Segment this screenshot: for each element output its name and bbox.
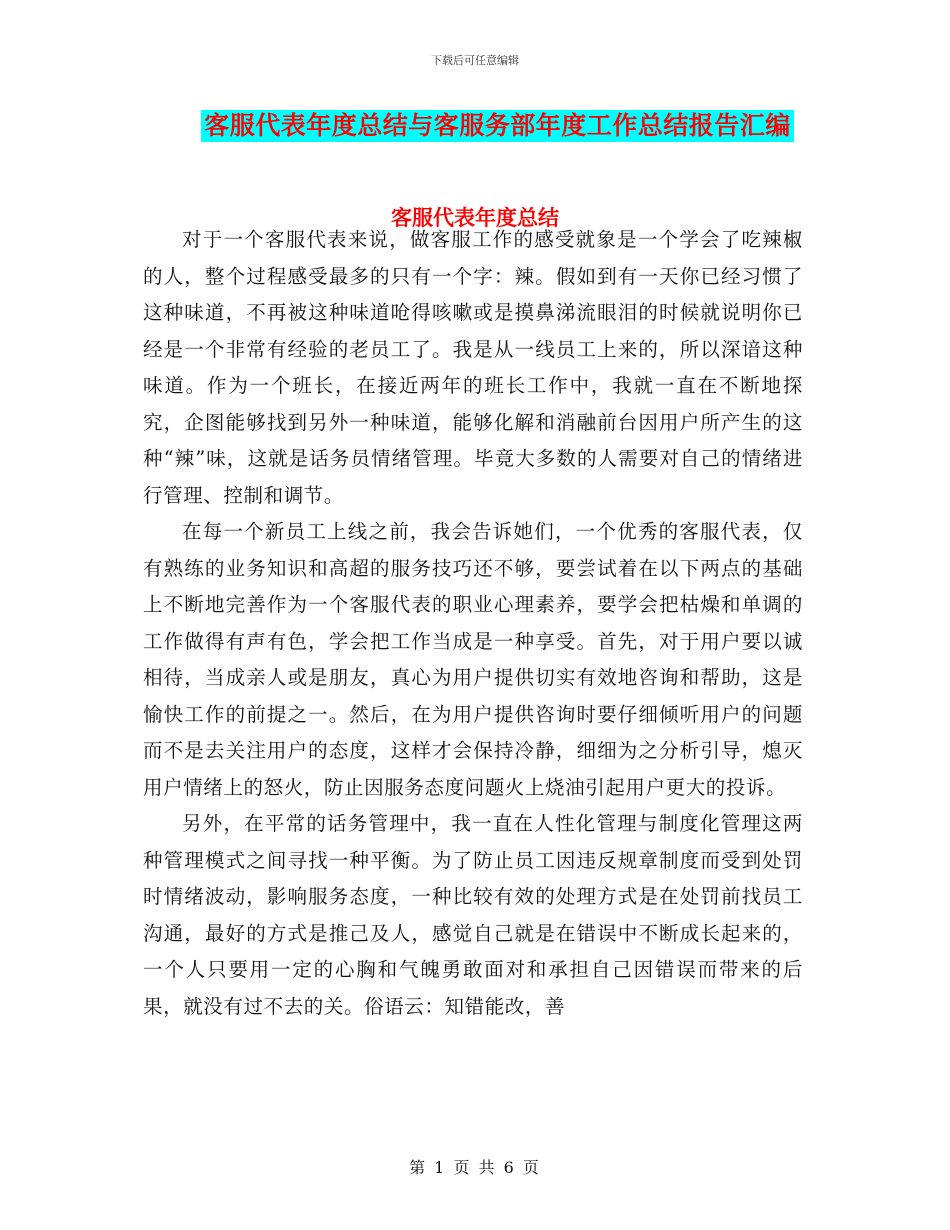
document-title-wrap [0,110,950,142]
page-footer-page-number: 第 1 页 共 6 页 [409,1158,541,1177]
paragraph-2: 在每一个新员工上线之前，我会告诉她们，一个优秀的客服代表，仅有熟练的业务知识和高超的服务技巧还不够，要尝试着在以下两点的基础上不断地完善作为一个客服代表的职业心理素养，要学会把枯燥和单调的工作做得有声有色，学会把工作当成是一种享受。首先，对于用户要以诚相待，当成亲人或是朋友，真心为用户提供切实有效地咨询和帮助，这是愉快工作的前提之一。然后，在为用户提供咨询时要仔细倾听用户的问题而不是去关注用户的态度，这样才会保持冷静，细细为之分析引导，熄灭用户情绪上的怒火，防止因服务态度问题火上烧油引起用户更大的投诉。 [143,520,803,799]
page-header-note: 下载后可任意编辑 [431,54,519,67]
paragraph-1: 对于一个客服代表来说，做客服工作的感受就象是一个学会了吃辣椒的人，整个过程感受最多的只有一个字：辣。假如到有一天你已经习惯了这种味道，不再被这种味道呛得咳嗽或是摸鼻涕流眼泪的时候就说明你已经是一个非常有经验的老员工了。我是从一线员工上来的，所以深谙这种味道。作为一个班长，在接近两年的班长工作中，我就一直在不断地探究，企图能够找到另外一种味道，能够化解和消融前台因用户所产生的这种“辣”味，这就是话务员情绪管理。毕竟大多数的人需要对自己的情绪进行管理、控制和调节。 [143,228,803,507]
document-title: 客服代表年度总结与客服务部年度工作总结报告汇编 [201,110,794,142]
section-title: 客服代表年度总结 [391,205,559,230]
document-body [143,222,803,1025]
paragraph-3: 另外，在平常的话务管理中，我一直在人性化管理与制度化管理这两种管理模式之间寻找一种平衡。为了防止员工因违反规章制度而受到处罚时情绪波动，影响服务态度，一种比较有效的处理方式是在处罚前找员工沟通，最好的方式是推己及人，感觉自己就是在错误中不断成长起来的，一个人只要用一定的心胸和气魄勇敢面对和承担自己因错误而带来的后果，就没有过不去的关。俗语云：知错能改，善 [143,812,803,1018]
